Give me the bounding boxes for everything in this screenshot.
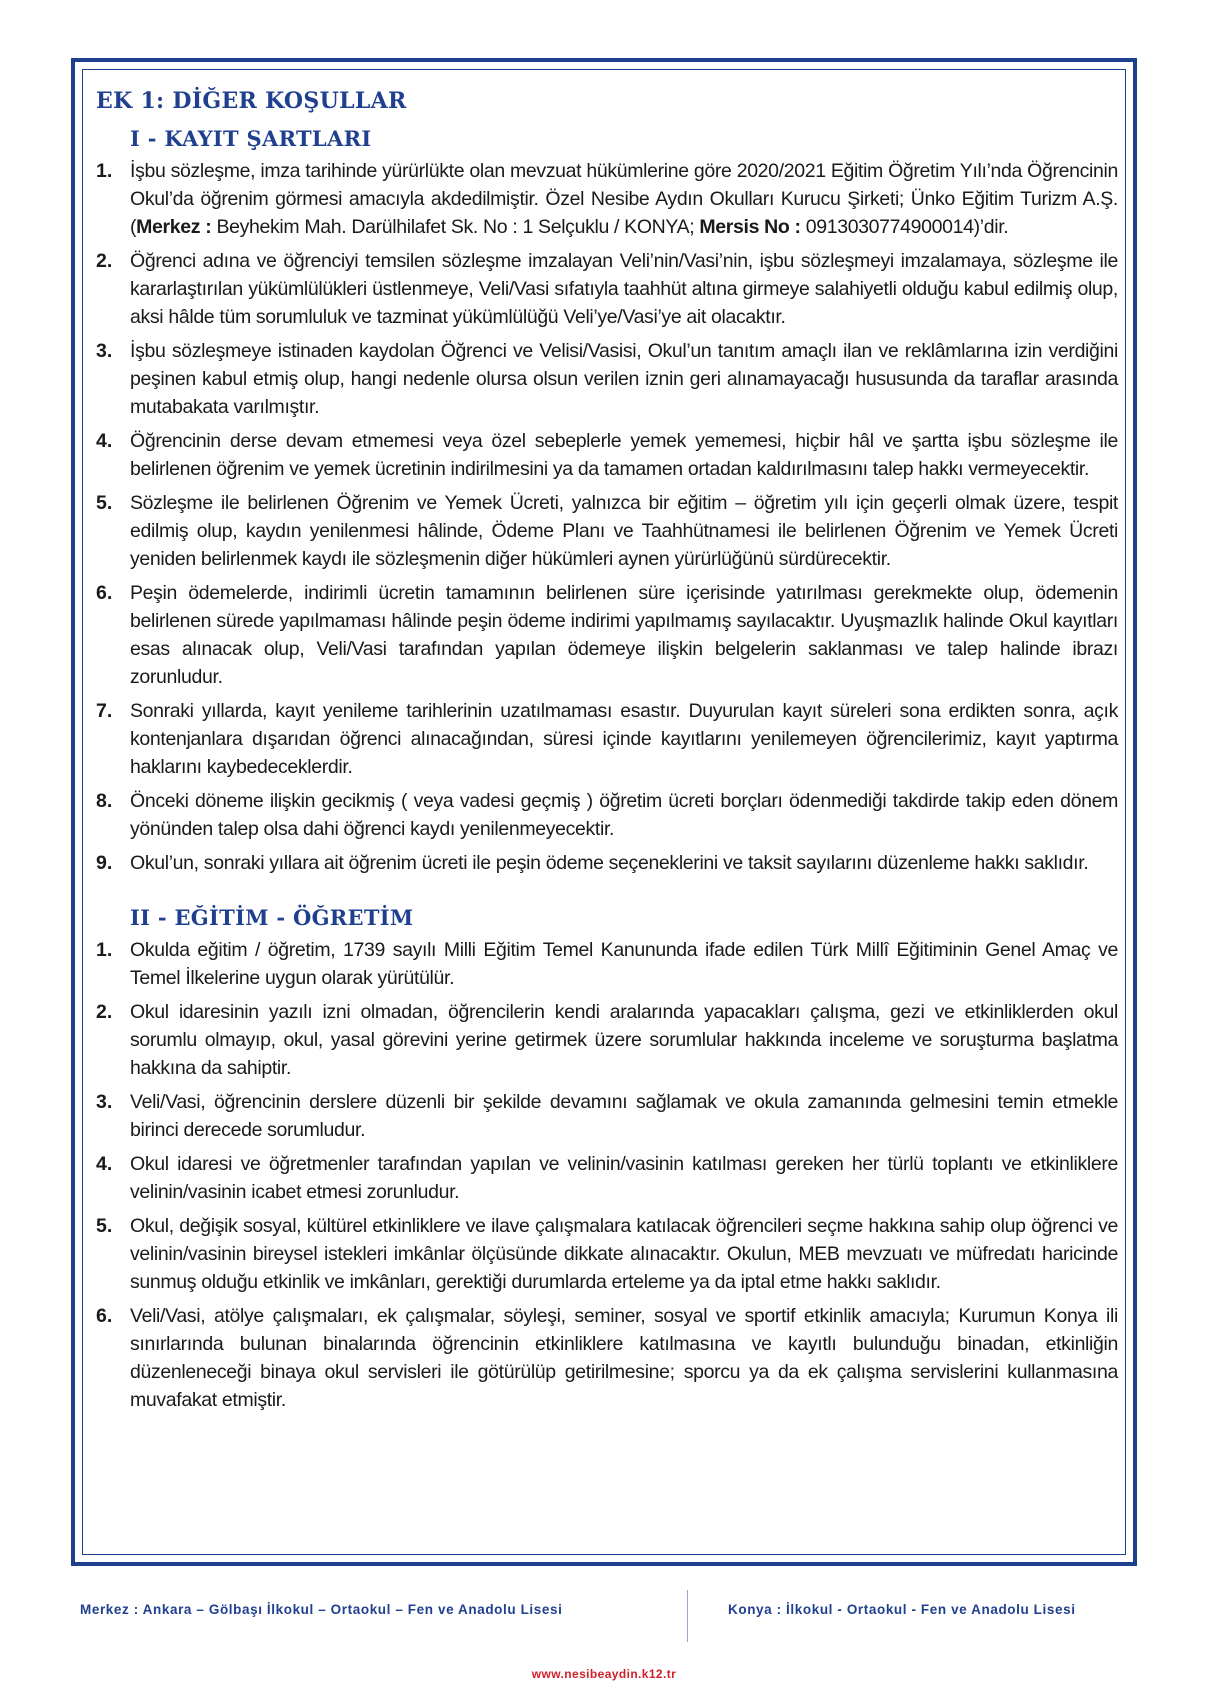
clause-list	[96, 157, 1118, 877]
clause-text-segment: 0913030774900014)’dir.	[800, 216, 1009, 238]
clause-text-bold: Mersis No :	[699, 216, 801, 238]
clause-text-segment: Okul idaresi ve öğretmenler tarafından yapılan ve velinin/vasinin katılması gereken her türlü toplantı ve etkinliklere velinin/vasinin icabet etmesi zorunludur.	[130, 1153, 1118, 1203]
clause-item	[96, 427, 1118, 483]
clause-item	[96, 489, 1118, 573]
clause-text	[130, 1212, 1118, 1296]
clause-number: 7.	[96, 700, 113, 722]
footer-ankara-campus: Merkez : Ankara – Gölbaşı İlkokul – Ortaokul – Fen ve Anadolu Lisesi	[80, 1602, 563, 1617]
clause-number: 1.	[96, 160, 113, 182]
section-egitim-ogretim	[96, 905, 1118, 1414]
clause-item	[96, 1150, 1118, 1206]
clause-number: 2.	[96, 1001, 113, 1023]
clause-item	[96, 849, 1118, 877]
clause-text	[130, 1302, 1118, 1414]
clause-text	[130, 1150, 1118, 1206]
clause-text-segment: Beyhekim Mah. Darülhilafet Sk. No : 1 Selçuklu / KONYA;	[211, 216, 700, 238]
clause-text-segment: Sonraki yıllarda, kayıt yenileme tarihlerinin uzatılmaması esastır. Duyurulan kayıt süreleri sona erdikten sonra, açık kontenjanlara dışarıdan öğrenci alınacağından, süresi içinde kayıtlarını yenilemeyen öğrencilerimiz, kayıt yaptırma haklarını kaybedeceklerdir.	[130, 700, 1118, 778]
clause-number: 1.	[96, 939, 113, 961]
clause-item	[96, 936, 1118, 992]
clause-text	[130, 787, 1118, 843]
clause-number: 2.	[96, 250, 113, 272]
clause-item	[96, 337, 1118, 421]
clause-number: 4.	[96, 430, 113, 452]
footer-konya-campus: Konya : İlkokul - Ortaokul - Fen ve Anadolu Lisesi	[728, 1602, 1076, 1617]
clause-text-segment: Veli/Vasi, öğrencinin derslere düzenli bir şekilde devamını sağlamak ve okula zamanında gelmesini temin etmekle birinci derecede sorumludur.	[130, 1091, 1118, 1141]
document-title: EK 1: DİĞER KOŞULLAR	[96, 88, 407, 114]
document-body	[96, 88, 1118, 1420]
section-kayit-sartlari	[96, 126, 1118, 877]
footer	[0, 1590, 1208, 1640]
clause-item	[96, 787, 1118, 843]
clause-text-segment: Veli/Vasi, atölye çalışmaları, ek çalışmalar, söyleşi, seminer, sosyal ve sportif etkinlik amacıyla; Kurumun Konya ili sınırlarında bulunan binalarında öğrencinin etkinliklere katılmasına ve kayıtlı bulunduğu binadan, etkinliğin düzenleneceği binaya okul servisleri ile götürülüp getirilmesine; sporcu ya da ek çalışma servislerini kullanmasına muvafakat etmiştir.	[130, 1305, 1118, 1411]
clause-text-segment: Okulda eğitim / öğretim, 1739 sayılı Milli Eğitim Temel Kanununda ifade edilen Türk Millî Eğitiminin Genel Amaç ve Temel İlkelerine uygun olarak yürütülür.	[130, 939, 1118, 989]
clause-text-segment: Önceki döneme ilişkin gecikmiş ( veya vadesi geçmiş ) öğretim ücreti borçları ödenmediği takdirde takip eden dönem yönünden talep olsa dahi öğrenci kaydı yenilenmeyecektir.	[130, 790, 1118, 840]
clause-text	[130, 849, 1118, 877]
clause-number: 3.	[96, 340, 113, 362]
clause-text	[130, 489, 1118, 573]
clause-number: 3.	[96, 1091, 113, 1113]
clause-item	[96, 1088, 1118, 1144]
clause-text	[130, 998, 1118, 1082]
clause-number: 6.	[96, 1305, 113, 1327]
clause-item	[96, 1212, 1118, 1296]
website-link[interactable]: www.nesibeaydin.k12.tr	[531, 1667, 677, 1681]
clause-text-segment: Sözleşme ile belirlenen Öğrenim ve Yemek Ücreti, yalnızca bir eğitim – öğretim yılı için geçerli olmak üzere, tespit edilmiş olup, kaydın yenilenmesi hâlinde, Ödeme Planı ve Taahhütnamesi ile belirlenen Öğrenim ve Yemek Ücreti yeniden belirlenmek kaydı ile sözleşmenin diğer hükümleri aynen yürürlüğünü sürdürecektir.	[130, 492, 1118, 570]
clause-number: 5.	[96, 492, 113, 514]
clause-text	[130, 247, 1118, 331]
clause-text	[130, 427, 1118, 483]
clause-number: 9.	[96, 852, 113, 874]
footer-divider	[687, 1590, 688, 1642]
clause-text	[130, 579, 1118, 691]
clause-text-segment: Okul’un, sonraki yıllara ait öğrenim ücreti ile peşin ödeme seçeneklerini ve taksit sayılarını düzenleme hakkı saklıdır.	[130, 852, 1089, 874]
clause-number: 8.	[96, 790, 113, 812]
clause-number: 4.	[96, 1153, 113, 1175]
clause-text-segment: Okul, değişik sosyal, kültürel etkinliklere ve ilave çalışmalara katılacak öğrencileri seçme hakkına sahip olup öğrenci ve velinin/vasinin bireysel istekleri imkânlar ölçüsünde dikkate alınacaktır. Okulun, MEB mevzuatı ve müfredatı haricinde sunmuş olduğu etkinlik ve imkânları, gerektiği durumlarda erteleme ya da iptal etme hakkı saklıdır.	[130, 1215, 1118, 1293]
clause-item	[96, 247, 1118, 331]
clause-text	[130, 337, 1118, 421]
section-heading: I - KAYIT ŞARTLARI	[130, 126, 372, 151]
clause-text-segment: İşbu sözleşmeye istinaden kaydolan Öğrenci ve Velisi/Vasisi, Okul’un tanıtım amaçlı ilan ve reklâmlarına izin verdiğini peşinen kabul etmiş olup, hangi nedenle olursa olsun verilen iznin geri alınamayacağı hususunda da taraflar arasında mutabakata varılmıştır.	[130, 340, 1118, 418]
clause-item	[96, 579, 1118, 691]
clause-text	[130, 1088, 1118, 1144]
clause-number: 5.	[96, 1215, 113, 1237]
clause-item	[96, 1302, 1118, 1414]
clause-text-bold: Merkez :	[136, 216, 212, 238]
clause-number: 6.	[96, 582, 113, 604]
clause-text-segment: Öğrencinin derse devam etmemesi veya özel sebeplerle yemek yememesi, hiçbir hâl ve şartta işbu sözleşme ile belirlenen öğrenim ve yemek ücretinin indirilmesini ya da tamamen ortadan kaldırılmasını talep hakkı vermeyecektir.	[130, 430, 1118, 480]
clause-item	[96, 157, 1118, 241]
clause-text	[130, 697, 1118, 781]
clause-item	[96, 998, 1118, 1082]
clause-text-segment: Okul idaresinin yazılı izni olmadan, öğrencilerin kendi aralarında yapacakları çalışma, gezi ve etkinliklerden okul sorumlu olmayıp, okul, yasal görevini yerine getirmek üzere sorumlular hakkında inceleme ve soruşturma başlatma hakkına da sahiptir.	[130, 1001, 1118, 1079]
clause-item	[96, 697, 1118, 781]
clause-text	[130, 157, 1118, 241]
clause-text-segment: İşbu sözleşme, imza tarihinde yürürlükte olan mevzuat hükümlerine göre 2020/2021 Eğitim Öğretim Yılı’nda Öğrencinin Okul’da öğrenim görmesi amacıyla akdedilmiştir. Özel Nesibe Aydın Okulları Kurucu Şirketi; Ünko Eğitim Turizm A.Ş. (	[130, 160, 1118, 238]
clause-text	[130, 936, 1118, 992]
clause-list	[96, 936, 1118, 1414]
section-heading: II - EĞİTİM - ÖĞRETİM	[130, 905, 414, 930]
clause-text-segment: Peşin ödemelerde, indirimli ücretin tamamının belirlenen süre içerisinde yatırılması gerekmekte olup, ödemenin belirlenen sürede yapılmaması hâlinde peşin ödeme indirimi yapılmamış sayılacaktır. Uyuşmazlık halinde Okul kayıtları esas alınacak olup, Veli/Vasi tarafından yapılan ödemeye ilişkin belgelerin saklanması ve talep halinde ibrazı zorunludur.	[130, 582, 1118, 688]
clause-text-segment: Öğrenci adına ve öğrenciyi temsilen sözleşme imzalayan Veli’nin/Vasi’nin, işbu sözleşmeyi imzalamaya, sözleşme ile kararlaştırılan yükümlülükleri üstlenmeye, Veli/Vasi sıfatıyla taahhüt altına girmeye salahiyetli olduğu kabul edilmiş olup, aksi hâlde tüm sorumluluk ve tazminat yükümlülüğü Veli’ye/Vasi’ye ait olacaktır.	[130, 250, 1118, 328]
